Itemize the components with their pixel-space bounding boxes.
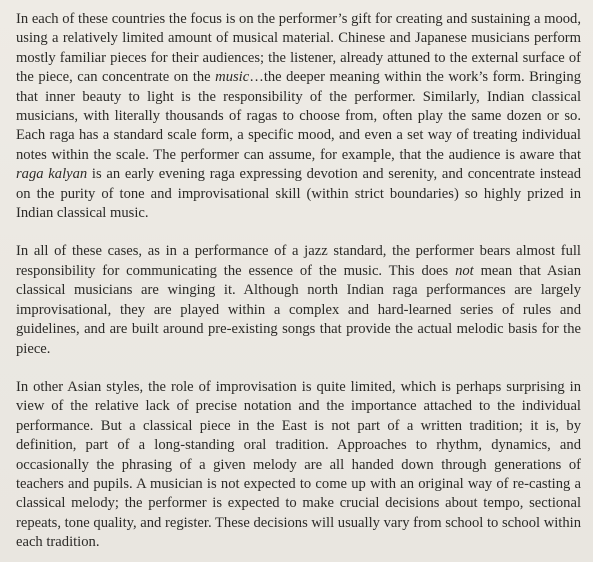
italic-music: music: [215, 69, 250, 86]
paragraph-2-text-1: In all of these cases, as in a performance of a jazz standard, the performer bears almost full responsibility for communicating the essence of the music. This does: [16, 243, 581, 279]
paragraph-2: [16, 242, 581, 358]
text-body: [16, 10, 581, 553]
paragraph-1-text-2: …the deeper meaning within the work’s form. Bringing that inner beauty to light is the responsibility of the performer. Similarly, Indian classical musicians, with literally thousands of ragas to choose from, often play the same dozen or so. Each raga has a standard scale form, a specific mood, and even a set way of treating individual notes within the scale. The performer can assume, for example, that the audience is aware that: [16, 69, 581, 163]
paragraph-1-text-3: is an early evening raga expressing devotion and serenity, and concentrate instead on the purity of tone and improvisational skill (within strict boundaries) so highly prized in Indian classical music.: [16, 166, 581, 222]
paragraph-2-text-2: mean that Asian classical musicians are winging it. Although north Indian raga performances are largely improvisational, they are played within a complex and hard-learned series of rules and guidelines, and are built around pre-existing songs that provide the actual melodic basis for the piece.: [16, 262, 581, 357]
paragraph-3: [16, 378, 581, 553]
italic-raga-kalyan: raga kalyan: [16, 166, 88, 183]
paragraph-1-text-1: In each of these countries the focus is on the performer’s gift for creating and sustaining a mood, using a relatively limited amount of musical material. Chinese and Japanese musicians perform mostly familiar pieces for their audiences; the listener, already attuned to the external surface of the piece, can concentrate on the: [16, 11, 581, 86]
paragraph-3-text-1: In other Asian styles, the role of improvisation is quite limited, which is perhaps surprising in view of the relative lack of precise notation and the importance attached to the individual performance. But a classical piece in the East is not part of a written tradition; it is, by definition, part of a long-standing oral tradition. Approaches to rhythm, dynamics, and occasionally the phrasing of a given melody are all handed down through generations of teachers and pupils. A musician is not expected to come up with an original way of re-casting a classical melody; the performer is expected to make crucial decisions about tempo, sectional repeats, tone quality, and register. These decisions will usually vary from school to school within each tradition.: [16, 378, 581, 551]
paragraph-1: [16, 10, 581, 223]
italic-not: not: [455, 262, 474, 279]
